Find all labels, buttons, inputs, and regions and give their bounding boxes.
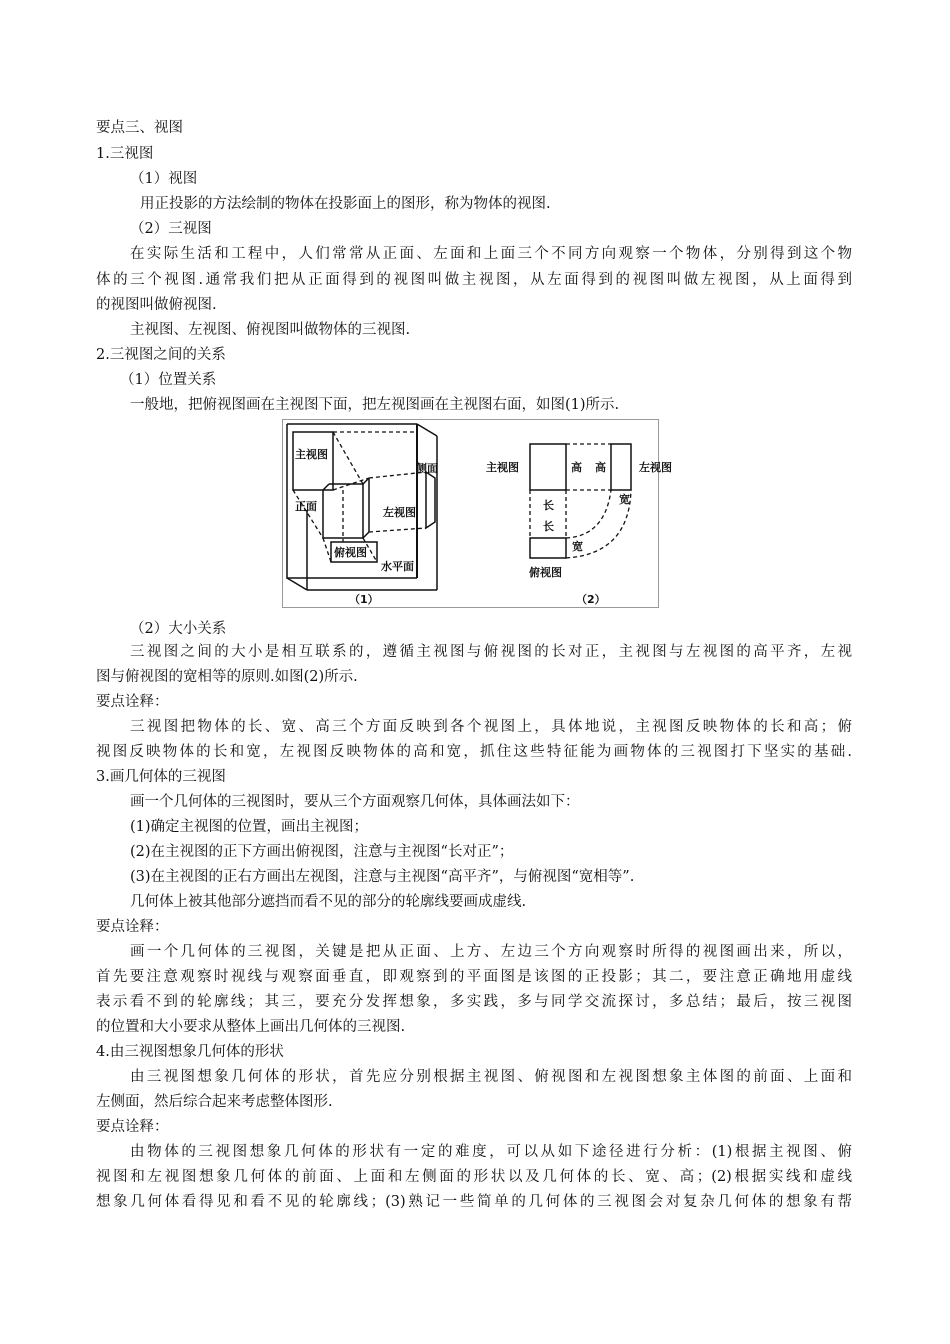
paragraph-line: 的视图叫做俯视图. [96,297,217,313]
item-label: （2）大小关系 [130,621,227,637]
label-main-view: 主视图 [295,448,328,461]
label-left-view-2: 左视图 [639,461,672,474]
projection-line [333,432,363,484]
label-front-face: 正面 [295,500,317,513]
paragraph: 画一个几何体的三视图时，要从三个方面观察几何体，具体画法如下： [130,794,580,810]
item-label: （1）位置关系 [120,372,217,388]
paragraph-line: 由物体的三视图想象几何体的形状有一定的难度，可以从如下途径进行分析：(1)根据主视图、俯 [130,1144,852,1160]
box-bottom-left [287,578,307,590]
label-horizontal-plane: 水平面 [381,560,414,573]
figure-svg [283,420,672,607]
item-label: （2）三视图 [130,221,212,237]
label-main-view-2: 主视图 [486,461,519,474]
section-heading: 要点三、视图 [96,120,183,136]
paragraph-line: 首先要注意观察时视线与观察面垂直，即观察到的平面图是该图的正投影；其二，要注意正确地用虚线 [96,969,852,985]
label-height: 高 [571,461,582,474]
label-top-view-2: 俯视图 [529,566,562,579]
paragraph: 一般地，把俯视图画在主视图下面，把左视图画在主视图右面，如图(1)所示. [130,397,620,413]
paragraph: 几何体上被其他部分遮挡而看不见的部分的轮廓线要画成虚线. [130,894,527,910]
caption-2: （2） [576,593,606,606]
label-top-view: 俯视图 [334,546,367,559]
paragraph-line: 在实际生活和工程中，人们常常从正面、左面和上面三个不同方向观察一个物体，分别得到这个物 [130,246,852,262]
projection-line [323,538,331,562]
paragraph-line: 表示看不到的轮廓线；其三，要充分发挥想象，多实践，多与同学交流探讨，多总结；最后，按三视图 [96,994,852,1010]
label-width: 宽 [572,540,583,553]
paragraph-line: 三视图之间的大小是相互联系的，遵循主视图与俯视图的长对正，主视图与左视图的高平齐，左视 [130,644,852,660]
three-view-figure [282,419,672,608]
subsection-heading: 1.三视图 [96,146,154,162]
projection-line [293,490,323,538]
object-edge [323,484,329,490]
caption-1: （1） [349,593,379,606]
paragraph-line: 图与俯视图的宽相等的原则.如图(2)所示. [96,669,358,685]
subsection-heading: 3.画几何体的三视图 [96,769,226,785]
object-edge [363,532,369,538]
paragraph-line: 画一个几何体的三视图，关键是把从正面、上方、左边三个方向观察时所得的视图画出来，所以， [130,944,852,960]
paragraph-line: 左侧面，然后综合起来考虑整体图形. [96,1094,333,1110]
label-length: 长 [543,520,554,533]
note-heading: 要点诠释： [96,919,169,935]
paragraph: 主视图、左视图、俯视图叫做物体的三视图. [130,322,411,338]
subsection-heading: 4.由三视图想象几何体的形状 [96,1044,284,1060]
subsection-heading: 2.三视图之间的关系 [96,347,226,363]
paragraph-line: 视图反映物体的长和宽，左视图反映物体的高和宽，抓住这些特征能为画物体的三视图打下坚实的基础. [96,744,852,760]
paragraph: 用正投影的方法绘制的物体在投影面上的图形，称为物体的视图. [140,196,551,212]
paragraph-line: 想象几何体看得见和看不见的轮廓线；(3)熟记一些简单的几何体的三视图会对复杂几何体的想象有帮 [96,1194,852,1210]
label-length: 长 [543,499,554,512]
main-view-rect [293,432,333,490]
paragraph-line: 由三视图想象几何体的形状，首先应分别根据主视图、俯视图和左视图想象主体图的前面、上面和 [130,1069,852,1085]
top-view-box [530,538,566,558]
step-item: (1)确定主视图的位置，画出主视图； [130,819,369,835]
paragraph-line: 的位置和大小要求从整体上画出几何体的三视图. [96,1019,406,1035]
label-width: 宽 [619,493,630,506]
step-item: (2)在主视图的正下方画出俯视图，注意与主视图“长对正”； [130,844,514,860]
paragraph-line: 体的三个视图.通常我们把从正面得到的视图叫做主视图，从左面得到的视图叫做左视图，从上面得到 [96,272,852,288]
step-item: (3)在主视图的正右方画出左视图，注意与主视图“高平齐”，与俯视图“宽相等”. [130,869,635,885]
paragraph-line: 视图和左视图想象几何体的前面、上面和左侧面的形状以及几何体的长、宽、高；(2)根据实线和虚线 [96,1169,852,1185]
paragraph-line: 三视图把物体的长、宽、高三个方面反映到各个视图上，具体地说，主视图反映物体的长和高；俯 [130,719,852,735]
left-view-box [611,444,631,490]
width-arc [566,490,611,538]
left-view-rect [426,472,435,528]
box-top-right [417,424,437,436]
label-left-view: 左视图 [383,506,416,519]
note-heading: 要点诠释： [96,694,169,710]
label-height: 高 [595,461,606,474]
main-view-box [530,444,566,490]
label-side-face: 侧面 [416,462,438,475]
item-label: （1）视图 [130,171,198,187]
note-heading: 要点诠释： [96,1119,169,1135]
